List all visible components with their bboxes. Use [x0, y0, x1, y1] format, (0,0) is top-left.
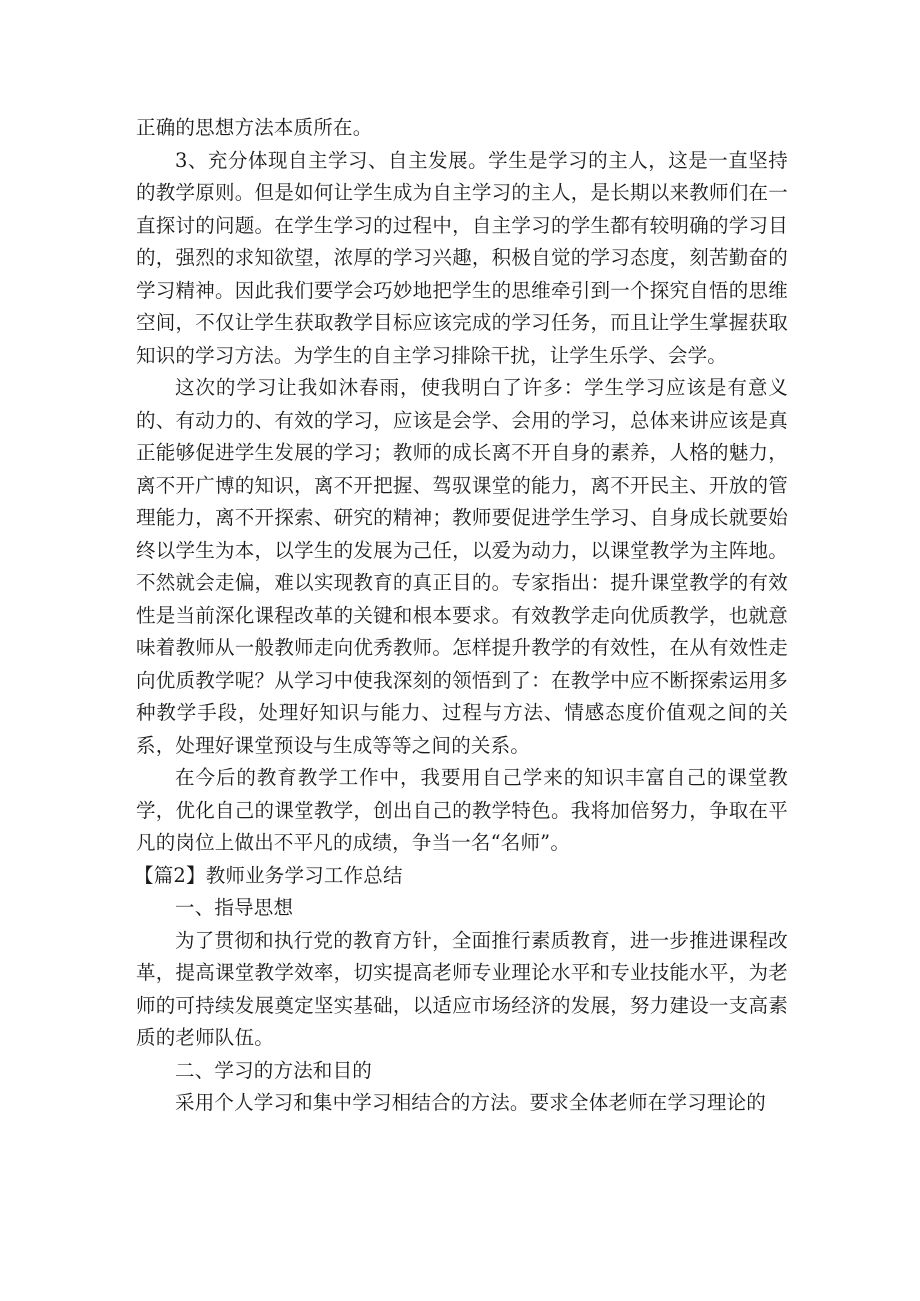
document-body	[136, 112, 788, 1120]
paragraph-autonomous-learning: 3、充分体现自主学习、自主发展。学生是学习的主人，这是一直坚持的教学原则。但是如何让学生成为自主学习的主人，是长期以来教师们在一直探讨的问题。在学生学习的过程中，自主学习的学生都有较明确的学习目的，强烈的求知欲望，浓厚的学习兴趣，积极自觉的学习态度，刻苦勤奋的学习精神。因此我们要学会巧妙地把学生的思维牵引到一个探究自悟的思维空间，不仅让学生获取教学目标应该完成的学习任务，而且让学生掌握获取知识的学习方法。为学生的自主学习排除干扰，让学生乐学、会学。	[136, 148, 788, 367]
paragraph-future-plan: 在今后的教育教学工作中，我要用自己学来的知识丰富自己的课堂教学，优化自己的课堂教学，创出自己的教学特色。我将加倍努力，争取在平凡的岗位上做出不平凡的成绩，争当一名“名师”。	[136, 766, 788, 854]
paragraph-continuation: 正确的思想方法本质所在。	[136, 116, 373, 139]
subsection-heading-guiding-thought: 一、指导思想	[175, 896, 294, 919]
subsection-heading-methods: 二、学习的方法和目的	[175, 1058, 373, 1082]
section-heading: 【篇2】教师业务学习工作总结	[134, 863, 403, 887]
paragraph-learning-reflection: 这次的学习让我如沐春雨，使我明白了许多：学生学习应该是有意义的、有动力的、有效的学习，应该是会学、会用的学习，总体来讲应该是真正能够促进学生发展的学习；教师的成长离不开自身的素养，人格的魅力，离不开广博的知识，离不开把握、驾驭课堂的能力，离不开民主、开放的管理能力，离不开探索、研究的精神；教师要促进学生学习、自身成长就要始终以学生为本，以学生的发展为己任，以爱为动力，以课堂教学为主阵地。不然就会走偏，难以实现教育的真正目的。专家指出：提升课堂教学的有效性是当前深化课程改革的关键和根本要求。有效教学走向优质教学，也就意味着教师从一般教师走向优秀教师。怎样提升教学的有效性，在从有效性走向优质教学呢？从学习中使我深刻的领悟到了：在教学中应不断探索运用多种教学手段，处理好知识与能力、过程与方法、情感态度价值观之间的关系，处理好课堂预设与生成等等之间的关系。	[136, 376, 788, 757]
paragraph-methods: 采用个人学习和集中学习相结合的方法。要求全体老师在学习理论的	[175, 1091, 767, 1114]
paragraph-guiding-thought: 为了贯彻和执行党的教育方针，全面推行素质教育，进一步推进课程改革，提高课堂教学效率，切实提高老师专业理论水平和专业技能水平，为老师的可持续发展奠定坚实基础，以适应市场经济的发展，努力建设一支高素质的老师队伍。	[136, 928, 788, 1049]
